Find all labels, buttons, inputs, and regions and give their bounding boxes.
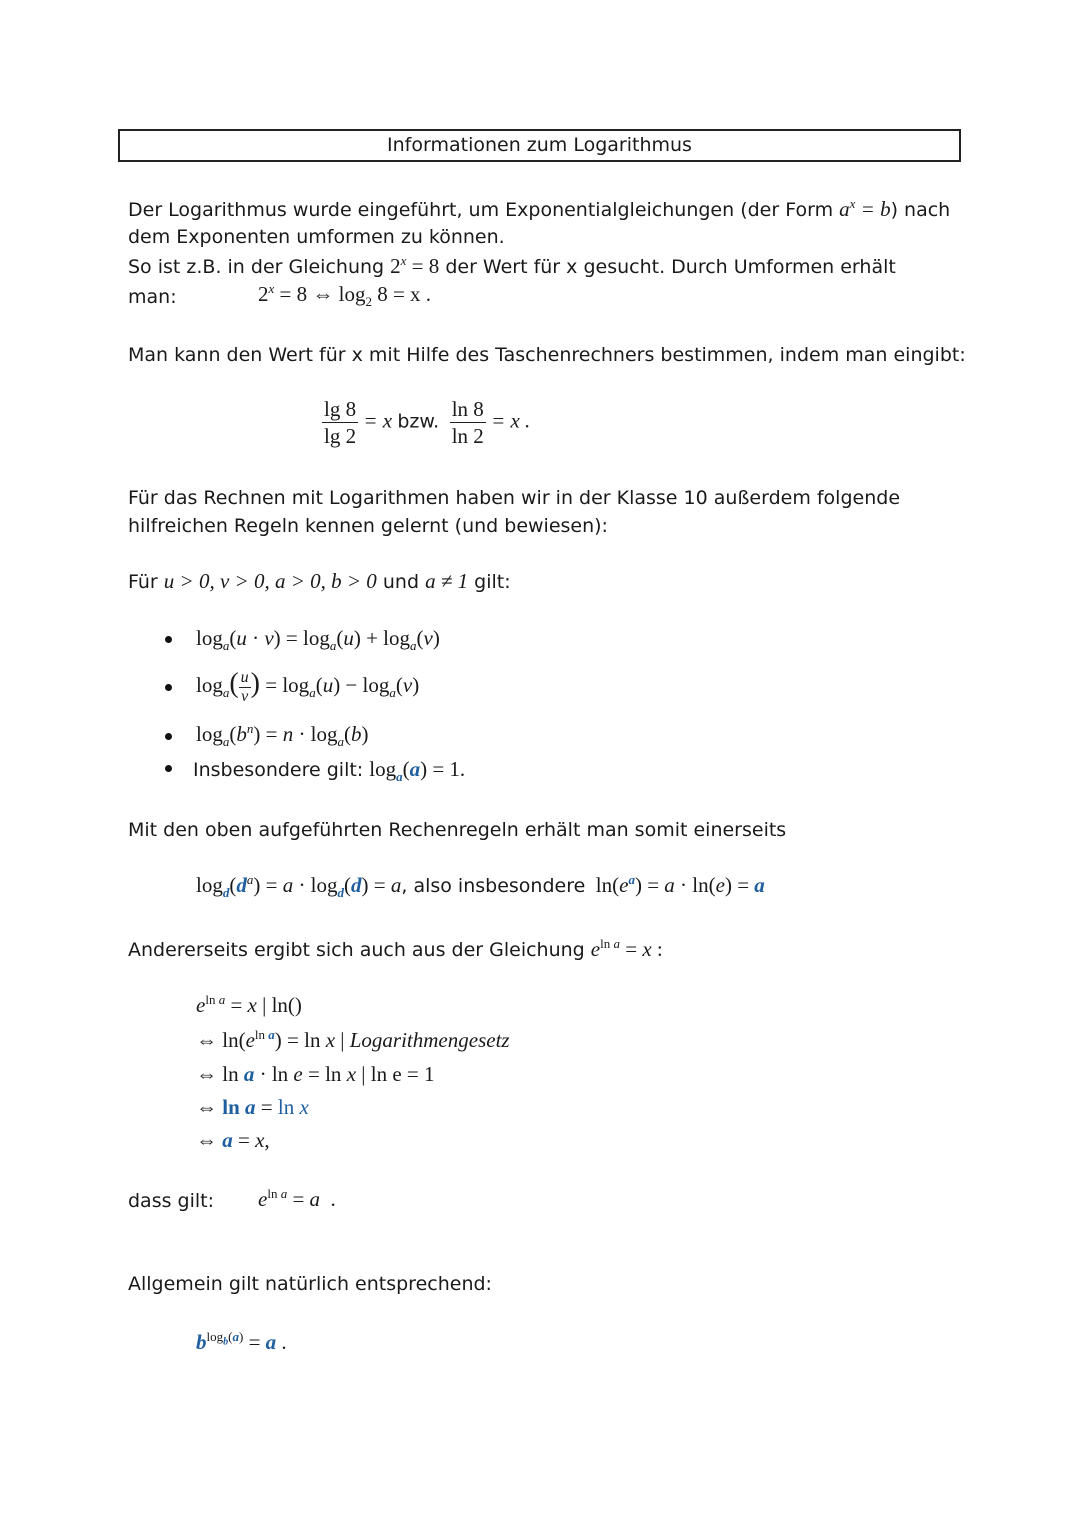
consequence-formula: $\log_d(d^a) = a \cdot \log_d(d) = a$, also insbesondere $\ln(e^a) = a \cdot \ln(e) = a$ [196, 872, 765, 901]
intro-line-1: Der Logarithmus wurde eingeführt, um Exponentialgleichungen (der Form $a^x = b$) nach [128, 196, 951, 221]
derivation-step-4: ⇔ ln a = ln x [196, 1095, 309, 1119]
derivation-step-2: ⇔ $\ln(e^{ln a}) = \ln x$ | Logarithmengesetz [196, 1027, 510, 1052]
intro-line-3: So ist z.B. in der Gleichung $2^x = 8$ der Wert für x gesucht. Durch Umformen erhält [128, 253, 896, 278]
rules-intro-line-1: Für das Rechnen mit Logarithmen haben wir in der Klasse 10 außerdem folgende [128, 487, 901, 509]
page-title: Informationen zum Logarithmus [387, 134, 692, 156]
intro-equation: $2^x = 8$ ⇔ $\log_2 8 = x$ . [258, 281, 432, 310]
calculator-sentence: Man kann den Wert für x mit Hilfe des Taschenrechners bestimmen, indem man eingibt: [128, 344, 966, 366]
rules-intro-line-2: hilfreichen Regeln kennen gelernt (und bewiesen): [128, 515, 608, 537]
result-label: dass gilt: [128, 1190, 215, 1212]
rule-quotient: $\log_a$( $\frac{u}{v}$ ) = $\log_a(u) - \log_a(v)$ [196, 668, 420, 705]
title-box [118, 129, 961, 162]
derivation-step-1: $e^{ln a} = x$ | ln() [196, 992, 302, 1017]
rules-condition: Für u > 0, v > 0, a > 0, b > 0 und a ≠ 1 gilt: [128, 569, 511, 593]
general-line: Allgemein gilt natürlich entsprechend: [128, 1273, 492, 1295]
derivation-step-3: ⇔ ln a · ln e = ln x | ln e = 1 [196, 1062, 435, 1086]
other-line: Andererseits ergibt sich auch aus der Gleichung $e^{ln a} = x$ : [128, 936, 663, 961]
intro-line-4-label: man: [128, 286, 177, 308]
calc-formula: $\frac{\lg 8}{\lg 2}$ = x bzw. $\frac{\ln 8}{\ln 2}$ = x . [324, 397, 531, 448]
result-formula: $e^{ln a} = a$ . [258, 1186, 336, 1211]
rule-power: $\log_a(b^n) = n \cdot \log_a(b)$ [196, 721, 369, 750]
bullet [165, 684, 172, 691]
rule-product: $\log_a(u \cdot v) = \log_a(u) + \log_a(v)$ [196, 626, 440, 654]
bullet [165, 765, 172, 772]
derivation-step-5: ⇔ a = x, [196, 1128, 270, 1152]
general-formula: $b^{log_b(a)} = a$ . [196, 1329, 287, 1354]
consequence-line: Mit den oben aufgeführten Rechenregeln erhält man somit einerseits [128, 819, 787, 841]
bullet [165, 636, 172, 643]
intro-line-2: dem Exponenten umformen zu können. [128, 226, 505, 248]
bullet [165, 733, 172, 740]
rule-special: Insbesondere gilt: $\log_a(a) = 1$. [193, 757, 466, 785]
